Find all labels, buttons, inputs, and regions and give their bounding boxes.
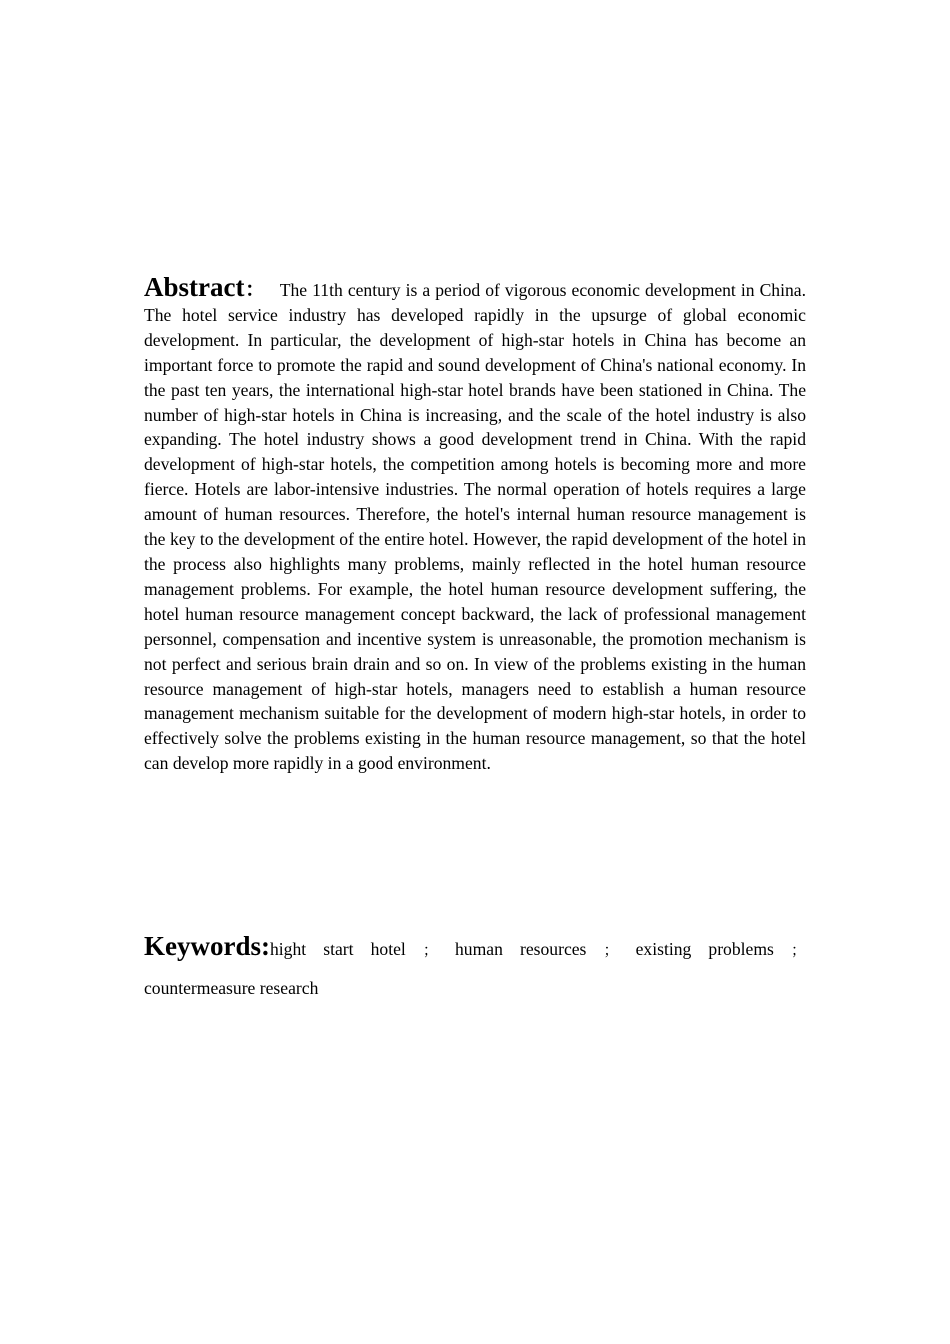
keyword-item: existing problems bbox=[635, 939, 774, 959]
abstract-colon: ： bbox=[244, 279, 266, 301]
keyword-item: countermeasure research bbox=[144, 978, 319, 998]
abstract-heading: Abstract bbox=[144, 272, 245, 302]
keywords-heading: Keywords: bbox=[144, 931, 270, 961]
keyword-item: hight start hotel bbox=[269, 939, 406, 959]
keywords-paragraph bbox=[144, 928, 806, 1007]
abstract-paragraph bbox=[144, 272, 806, 776]
keyword-separator: ； bbox=[790, 943, 806, 959]
abstract-body: The 11th century is a period of vigorous economic development in China. The hotel service industry has developed rapidly in the upsurge of global economic development. In particular, the development of high-star hotels in China has become an important force to promote the rapid and sound development of China's national economy. In the past ten years, the international high-star hotel brands have been stationed in China. The number of high-star hotels in China is increasing, and the scale of the hotel industry is also expanding. The hotel industry shows a good development trend in China. With the rapid development of high-star hotels, the competition among hotels is becoming more and more fierce. Hotels are labor-intensive industries. The normal operation of hotels requires a large amount of human resources. Therefore, the hotel's internal human resource management is the key to the development of the entire hotel. However, the rapid development of the hotel in the process also highlights many problems, mainly reflected in the hotel human resource management problems. For example, the hotel human resource development suffering, the hotel human resource management concept backward, the lack of professional management personnel, compensation and incentive system is unreasonable, the promotion mechanism is not perfect and serious brain drain and so on. In view of the problems existing in the human resource management of high-star hotels, managers need to establish a human resource management mechanism suitable for the development of modern high-star hotels, in order to effectively solve the problems existing in the human resource management, so that the hotel can develop more rapidly in a good environment. bbox=[144, 280, 806, 774]
keyword-item: human resources bbox=[455, 939, 587, 959]
keyword-separator: ； bbox=[422, 943, 438, 959]
keyword-separator: ； bbox=[603, 943, 619, 959]
